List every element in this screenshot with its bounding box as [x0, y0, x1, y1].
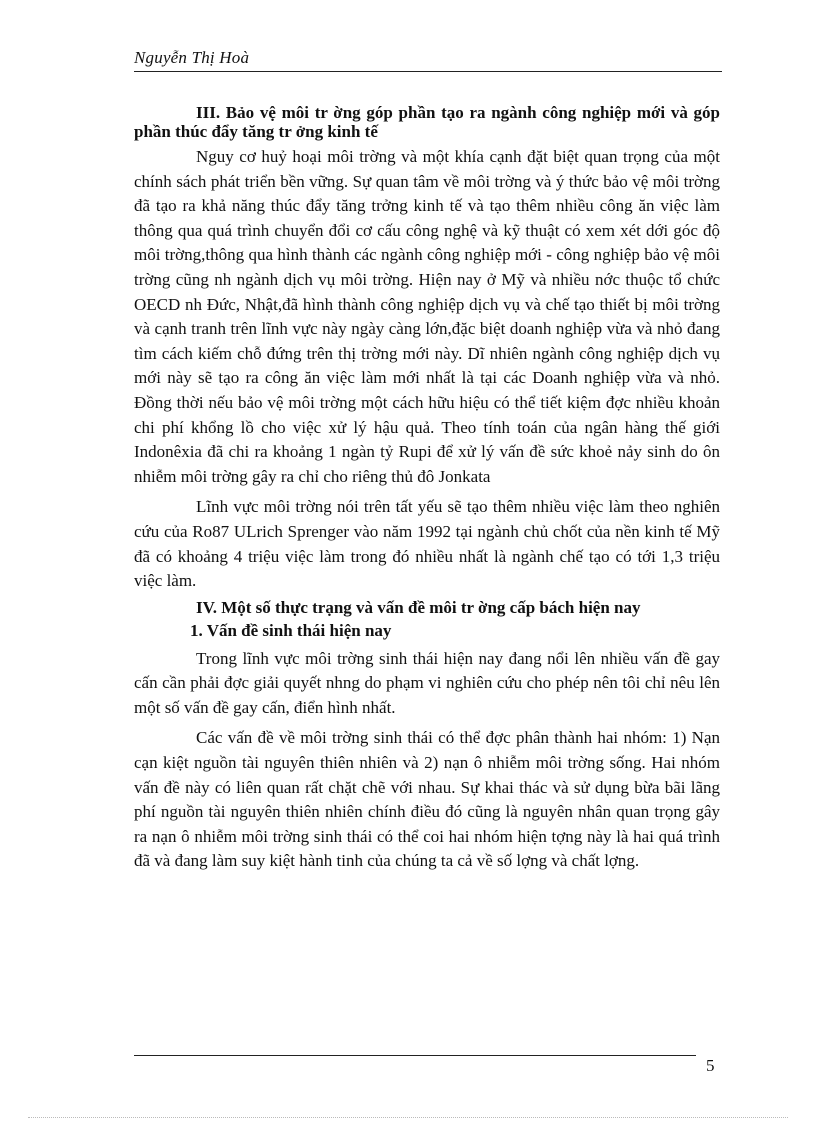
- section-heading-iii: III. Bảo vệ môi tr ờng góp phần tạo ra ngành công nghiệp mới và góp phần thúc đẩy tăng tr ởng kinh tế: [134, 103, 720, 141]
- header-author: Nguyễn Thị Hoà: [134, 48, 250, 67]
- paragraph: Lĩnh vực môi trờng nói trên tất yếu sẽ tạo thêm nhiều việc làm theo nghiên cứu của Ro87 ULrich Sprenger vào năm 1992 tại ngành chủ chốt của nền kinh tế Mỹ đã có khoảng 4 triệu việc làm trong đó nhiều nhất là ngành chế tạo có tới 1,3 triệu việc làm.: [134, 497, 720, 591]
- page-number: 5: [706, 1056, 715, 1075]
- page-edge-dotted-line: [28, 1117, 788, 1118]
- subsection-heading: 1. Vấn đề sinh thái hiện nay: [190, 620, 392, 640]
- header-rule: [134, 71, 722, 72]
- paragraph: Các vấn đề về môi trờng sinh thái có thể đợc phân thành hai nhóm: 1) Nạn cạn kiệt nguồn tài nguyên thiên nhiên và 2) nạn ô nhiễm môi trờng sống. Hai nhóm vấn đề này có liên quan rất chặt chẽ với nhau. Sự khai thác và sử dụng bừa bãi lãng phí nguồn tài nguyên thiên nhiên chính điều đó cũng là nguyên nhân quan trọng gây ra nạn ô nhiễm môi trờng sinh thái có thể coi hai nhóm hiện tợng này là hai quá trình đã và đang làm suy kiệt hành tinh của chúng ta cả về số lợng và chất lợng.: [134, 728, 720, 871]
- paragraph: Nguy cơ huỷ hoại môi trờng và một khía cạnh đặt biệt quan trọng của một chính sách phát triển bền vững. Sự quan tâm về môi trờng và ý thức bảo vệ môi trờng đã tạo ra khả năng thúc đẩy tăng trởng kinh tế và tạo thêm nhiều công ăn việc làm thông qua quá trình chuyển đổi cơ cấu công nghệ và kỹ thuật có xem xét dới góc độ môi trờng,thông qua hình thành các ngành công nghiệp mới - công nghiệp bảo vệ môi trờng cũng nh ngành dịch vụ môi trờng. Hiện nay ở Mỹ và nhiều nớc thuộc tổ chức OECD nh Đức, Nhật,đã hình thành công nghiệp dịch vụ và chế tạo thiết bị môi trờng và cạnh tranh trên lĩnh vực này ngày càng lớn,đặc biệt doanh nghiệp vừa và nhỏ đang tìm cách kiếm chỗ đứng trên thị trờng mới này. Dĩ nhiên ngành công nghiệp dịch vụ mới này sẽ tạo ra công ăn việc làm mới nhất là tại các Doanh nghiệp vừa và nhỏ. Đồng thời nếu bảo vệ môi trờng một cách hữu hiệu có thể tiết kiệm đợc nhiều khoản chi phí khổng lồ cho việc xử lý hậu quả. Theo tính toán của ngân hàng thế giới Indonêxia đã chi ra khoảng 1 ngàn tỷ Rupi để xử lý vấn đề sức khoẻ nảy sinh do ôn nhiễm môi trờng gây ra chỉ cho riêng thủ đô Jonkata: [134, 147, 720, 486]
- section-heading-iv: IV. Một số thực trạng và vấn đề môi tr ờng cấp bách hiện nay: [196, 597, 641, 617]
- footer-rule: [134, 1055, 696, 1056]
- page-content: [134, 103, 720, 874]
- paragraph: Trong lĩnh vực môi trờng sinh thái hiện nay đang nổi lên nhiều vấn đề gay cấn cần phải đợc giải quyết nhng do phạm vi nghiên cứu cho phép nên tôi chỉ nêu lên một số vấn đề gay cấn, điển hình nhất.: [134, 648, 720, 717]
